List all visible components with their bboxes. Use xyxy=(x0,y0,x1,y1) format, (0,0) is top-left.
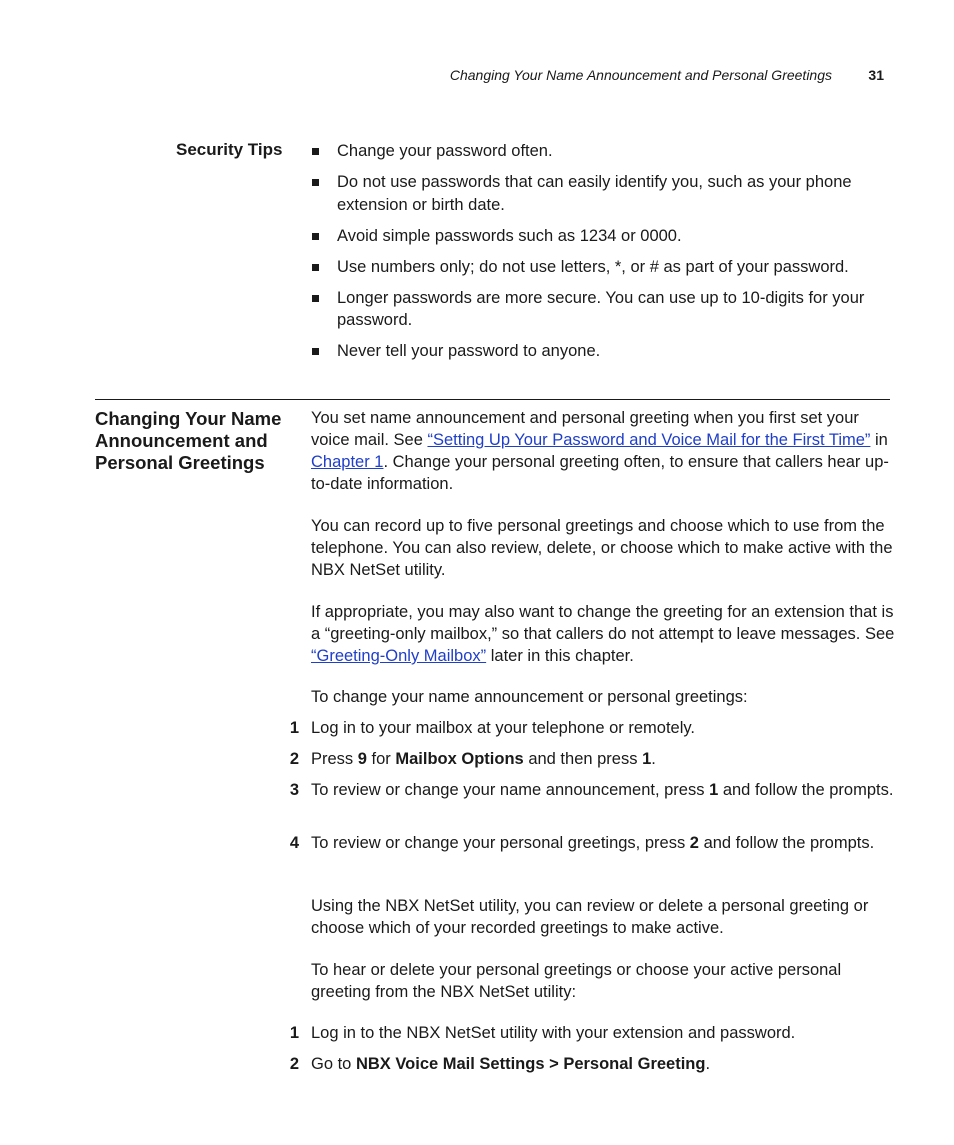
list-item: Longer passwords are more secure. You can use up to 10-digits for your password. xyxy=(312,287,897,332)
step-text: To review or change your personal greetings, press 2 and follow the prompts. xyxy=(311,834,875,852)
bullet-icon xyxy=(312,233,319,240)
bullet-icon xyxy=(312,148,319,155)
page-number: 31 xyxy=(868,67,884,83)
step-number: 2 xyxy=(289,750,299,768)
step-number: 2 xyxy=(289,1055,299,1073)
netset-procedure-intro: To hear or delete your personal greetings or choose your active personal greeting from the NBX NetSet utility: xyxy=(311,961,842,1001)
intro-paragraph: You set name announcement and personal greeting when you first set your voice mail. See “Setting Up Your Password and Voice Mail for the First Time” in Chapter 1. Change your personal greeting often, to ensure that callers hear up-to-date information. xyxy=(311,409,889,493)
step-number: 3 xyxy=(289,781,299,799)
running-header-title: Changing Your Name Announcement and Personal Greetings xyxy=(449,67,832,83)
greetings-paragraph: You can record up to five personal greetings and choose which to use from the telephone. You can also review, delete, or choose which to make active with the NBX NetSet utility. xyxy=(311,517,893,579)
setting-up-password-link[interactable]: “Setting Up Your Password and Voice Mail for the First Time” xyxy=(427,431,871,449)
procedure-intro: To change your name announcement or personal greetings: xyxy=(311,688,748,706)
security-tips-list xyxy=(312,140,897,371)
step-text: Press 9 for Mailbox Options and then press 1. xyxy=(311,750,656,768)
list-item: Do not use passwords that can easily identify you, such as your phone extension or birth date. xyxy=(312,171,897,216)
netset-paragraph: Using the NBX NetSet utility, you can review or delete a personal greeting or choose which of your recorded greetings to make active. xyxy=(311,897,869,937)
list-item: Never tell your password to anyone. xyxy=(312,340,897,363)
chapter-1-link[interactable]: Chapter 1 xyxy=(311,453,384,471)
step-text: Log in to your mailbox at your telephone or remotely. xyxy=(311,719,695,737)
step-number: 4 xyxy=(289,834,299,852)
greeting-only-paragraph: If appropriate, you may also want to change the greeting for an extension that is a “greeting-only mailbox,” so that callers do not attempt to leave messages. See “Greeting-Only Mailbox” later in this chapter. xyxy=(311,603,895,665)
step-text: Go to NBX Voice Mail Settings > Personal Greeting. xyxy=(311,1055,711,1073)
step-text: Log in to the NBX NetSet utility with your extension and password. xyxy=(311,1024,796,1042)
section-divider xyxy=(95,399,890,400)
list-item: Avoid simple passwords such as 1234 or 0000. xyxy=(312,225,897,248)
bullet-icon xyxy=(312,264,319,271)
step-number: 1 xyxy=(289,1024,299,1042)
bullet-icon xyxy=(312,295,319,302)
bullet-icon xyxy=(312,179,319,186)
list-item: Use numbers only; do not use letters, *, or # as part of your password. xyxy=(312,256,897,279)
step-text: To review or change your name announcement, press 1 and follow the prompts. xyxy=(311,781,894,799)
bullet-icon xyxy=(312,348,319,355)
list-item: Change your password often. xyxy=(312,140,897,163)
step-number: 1 xyxy=(289,719,299,737)
greeting-only-mailbox-link[interactable]: “Greeting-Only Mailbox” xyxy=(311,647,487,665)
section-heading: Changing Your Name Announcement and Personal Greetings xyxy=(95,408,282,473)
security-tips-label: Security Tips xyxy=(176,140,283,159)
